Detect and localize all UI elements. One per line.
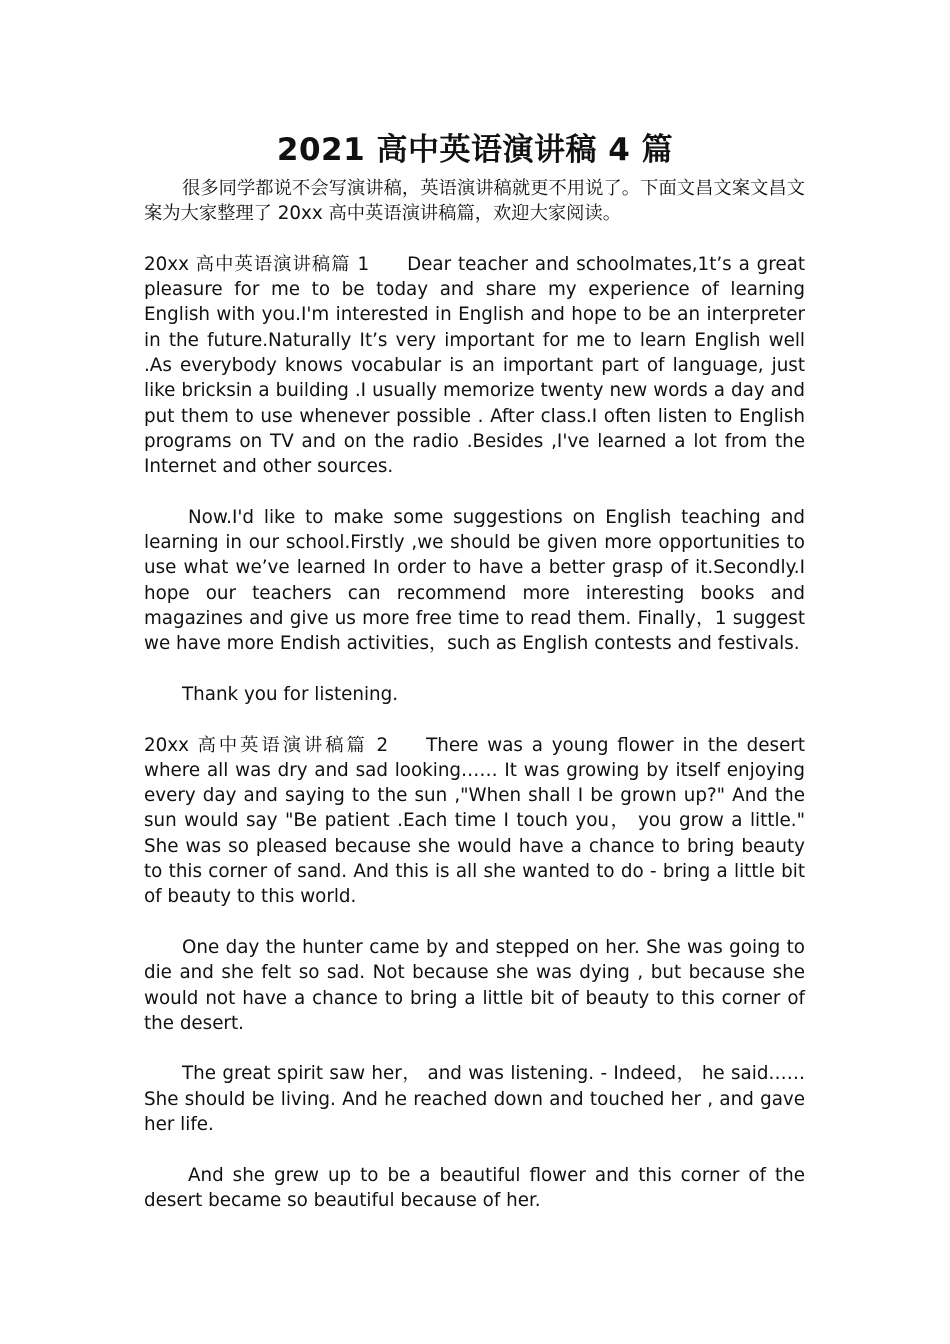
document-title: 2021 高中英语演讲稿 4 篇 [276,132,674,168]
speech2-text-1: There was a young flower in the desert where all was dry and sad looking…… It was growing by itself enjoying every day and saying to the sun ,"When shall I be grown up?" And the sun would say "Be patient .Each time I touch you， you grow a little." She was so pleased because she would have a chance to bring beauty to this corner of sand. And this is all she wanted to do - bring a little bit of beauty to this world. [144,734,805,908]
speech1-heading: 20xx 高中英语演讲稿篇 1 [144,253,370,275]
speech2-paragraph-2: One day the hunter came by and stepped on her. She was going to die and she felt so sad. Not because she was dying , but because she would not have a chance to bring a little bit of beauty to this corner of the desert. [144,936,805,1034]
speech1-paragraph-3: Thank you for listening. [182,683,399,705]
intro-paragraph: 很多同学都说不会写演讲稿，英语演讲稿就更不用说了。下面文昌文案文昌文案为大家整理了 20xx 高中英语演讲稿篇，欢迎大家阅读。 [144,178,805,225]
speech1-paragraph-2: Now.I'd like to make some suggestions on English teaching and learning in our school.Firstly ,we should be given more opportunities to use what we’ve learned In order to have a better grasp of it.Secondly.I hope our teachers can recommend more interesting books and magazines and give us more free time to read them. Finally，1 suggest we have more Endish activities，such as English contests and festivals. [144,506,805,655]
document-body [144,176,805,1213]
speech1-paragraph-1 [144,252,805,480]
speech2-paragraph-4: And she grew up to be a beautiful flower and this corner of the desert became so beautiful because of her. [144,1164,805,1211]
speech2-paragraph-1 [144,733,805,910]
speech1-text-1: Dear teacher and schoolmates,1t’s a great pleasure for me to be today and share my experience of learning English with you.I'm interested in English and hope to be an interpreter in the future.Naturally It’s very important for me to learn English well .As everybody knows vocabular is an important part of language, just like bricksin a building .I usually memorize twenty new words a day and put them to use whenever possible . After class.I often listen to English programs on TV and on the radio .Besides ,I've learned a lot from the Internet and other sources. [144,253,805,478]
speech2-paragraph-3: The great spirit saw her， and was listening. - Indeed， he said…… She should be living. And he reached down and touched her , and gave her life. [144,1063,805,1135]
speech2-heading: 20xx 高中英语演讲稿篇 2 [144,734,389,756]
